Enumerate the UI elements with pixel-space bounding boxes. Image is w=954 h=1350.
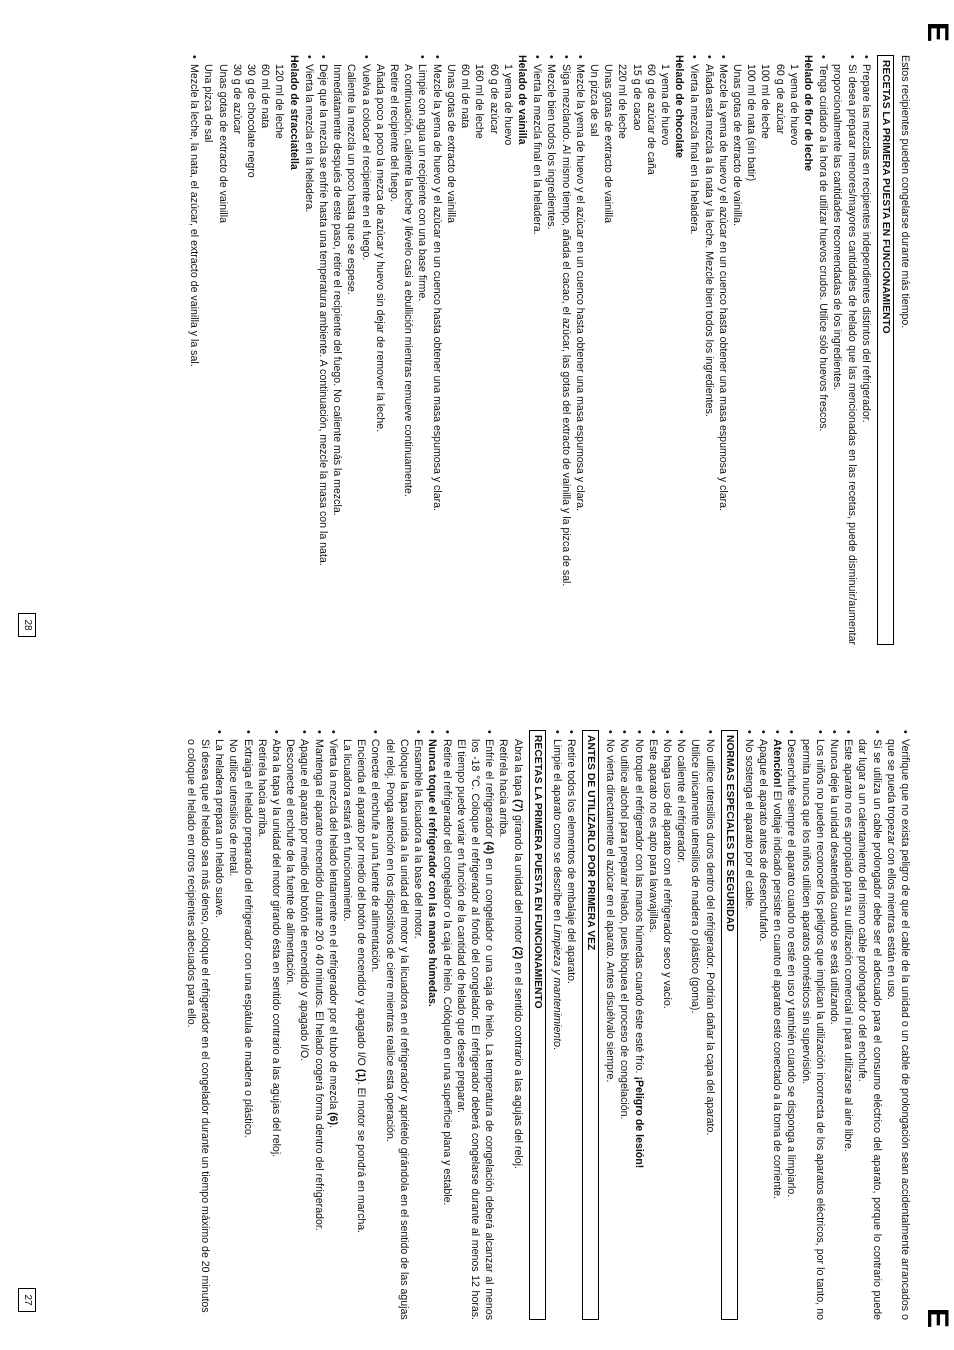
operation-list-2	[368, 730, 382, 1320]
steps-chocolate	[530, 55, 587, 645]
recipe-title-chocolate: Helado de chocolate	[673, 55, 686, 159]
list-item: • Vuelva a colocar el recipiente en el fuego.	[358, 55, 372, 645]
list-item: • Conecte el enchufe a una fuente de alimentación.	[368, 730, 382, 1320]
operation-list	[411, 730, 496, 1320]
list-item: • Apague el aparato por medio del botón de encendido y apagado I/O.	[297, 730, 311, 1320]
item-continuation: Retírela hacia arriba.	[255, 739, 268, 838]
ingredients-chocolate	[587, 55, 672, 645]
steps-stracciatella	[187, 55, 201, 645]
list-item	[425, 730, 439, 1320]
list-item: • Tenga cuidado a la hora de utilizar huevos crudos. Utilice sólo huevos frescos.	[816, 55, 830, 645]
item-continuation: Desconecte el enchufe de la fuente de alimentación.	[284, 739, 297, 986]
list-item: • Ensamble la licuadora a la base del motor.	[411, 730, 425, 1320]
item-text: Limpie el aparato como se describe en	[550, 739, 563, 924]
item-text: No toque el refrigerador con las manos húmedas cuando éste esté frío.	[632, 739, 645, 1077]
recipe-title-flor: Helado de flor de leche	[801, 55, 814, 171]
item-text: No utilice utensilios duros dentro del refrigerador. Podrían dañar la capa del aparato.	[703, 739, 716, 1136]
ingredient: 100 ml de leche	[759, 64, 772, 139]
section-heading-first-use: ANTES DE UTILIZARLO POR PRIMERA VEZ	[582, 730, 599, 1320]
list-item: • Limpie con agua un recipiente con una base firme.	[415, 55, 429, 645]
recipe-title-vainilla: Helado de vainilla	[515, 55, 528, 145]
list-item: • Siga mezclando. Al mismo tiempo, añada el cacao, el azúcar, las gotas del extracto de vainilla y la pizca de sal.	[558, 55, 572, 645]
list-item: • No vierta directamente el azúcar en el aparato. Antes disuélvalo siempre.	[603, 730, 617, 1320]
steps-vainilla-2	[358, 55, 372, 645]
list-item: • Mantenga el aparato encendido durante 20 ó 40 minutos. El helado cogerá forma dentro del refrigerador.	[311, 730, 325, 1320]
list-item	[631, 730, 645, 1320]
language-tag: E	[921, 21, 954, 42]
ingredient: 30 g de azúcar	[230, 64, 243, 135]
ingredient: Unas gotas de extracto de vainilla	[602, 64, 615, 223]
list-item: • No utilice alcohol para preparar helado, pues bloquea el proceso de congelación.	[617, 730, 631, 1320]
list-item: • Este aparato no es apto para lavavajillas.	[646, 730, 660, 1320]
item-continuation: Retírela hacia arriba.	[497, 739, 510, 838]
list-item: • Este aparato no es apropiado para su utilización comercial ni para utilizarse al aire libre.	[841, 730, 855, 1320]
text: .	[326, 1125, 339, 1129]
step-continuation: Retire el recipiente del fuego.	[388, 64, 401, 202]
text: Abra la tapa	[511, 739, 524, 800]
list-item: • Mezcle la yema de huevo y el azúcar en un cuenco hasta obtener una masa espumosa y clara.	[716, 55, 730, 645]
list-item	[326, 730, 340, 1320]
steps-flor	[687, 55, 730, 645]
injury-warning: ¡Peligro de lesión!	[632, 1076, 645, 1169]
section-heading-recipes: RECETAS LA PRIMERA PUESTA EN FUNCIONAMIENTO	[877, 55, 894, 645]
item-continuation: La licuadora estará en funcionamiento.	[341, 739, 354, 922]
item-continuation	[354, 730, 368, 1320]
ingredient: 30 g de chocolate negro	[245, 64, 258, 178]
first-use-list	[550, 730, 578, 1320]
list-item: • Vierta la mezcla final en la heladera.	[687, 55, 701, 645]
page-27	[0, 675, 954, 1350]
special-safety-list-2	[603, 730, 688, 1320]
ingredient: 160 ml de leche	[473, 64, 486, 139]
ref-number: (4)	[483, 841, 496, 855]
ingredient: 60 ml de nata	[459, 64, 472, 129]
special-safety-list	[702, 730, 716, 1320]
warning-text: El voltaje indicado persiste en cuanto el aparato esté conectado a la toma de corriente.	[771, 787, 784, 1199]
ingredient: 60 ml de nata	[259, 64, 272, 129]
ingredient: Unas gotas de extracto de vainilla	[216, 64, 229, 223]
list-item: • Prepare las mezclas en recipientes independientes distintos del refrigerador.	[859, 55, 873, 645]
general-safety-list	[742, 730, 912, 1320]
ingredient: 120 ml de leche	[273, 64, 286, 139]
list-item: • Mezcle bien todos los ingredientes.	[544, 55, 558, 645]
text: Vierta la mezcla del helado lentamente en el refrigerador por el tubo de mezcla	[326, 739, 339, 1113]
warning-label: Atención!	[771, 739, 784, 788]
ingredient: 60 g de azúcar de caña	[644, 64, 657, 175]
list-item: • Deje que la mezcla se enfríe hasta una temperatura ambiente. A continuación, mezcle la masa con la nata.	[316, 55, 330, 645]
language-tag: E	[921, 1307, 954, 1328]
ingredient: 60 g de azúcar	[487, 64, 500, 135]
list-item: • No haga uso del aparato con el refrigerador seco y vacío.	[660, 730, 674, 1320]
section-heading-operation: RECETAS LA PRIMERA PUESTA EN FUNCIONAMIENTO	[529, 730, 546, 1320]
steps-vainilla	[415, 55, 443, 645]
page-27-content	[70, 730, 912, 1320]
page-number: 28	[18, 613, 36, 637]
list-item	[770, 730, 784, 1320]
step-continuation: Inmediatamente después de este paso, retire el recipiente del fuego. No caliente más la mezcla.	[331, 64, 344, 516]
item-continuation: Coloque la tapa unida a la unidad del motor y la licuadora en el refrigerador y apriételo girándola en el sentido de las agujas del reloj. Ponga atención en los dispositivos de cierre mientras realice esta operación.	[383, 739, 410, 1320]
ingredients-flor	[730, 55, 801, 645]
page-number: 27	[18, 1288, 36, 1312]
ingredient: 15 g de cacao	[630, 64, 643, 131]
list-item: • Retire todos los elementos de embalaje del aparato.	[564, 730, 578, 1320]
step-continuation: A continuación, caliente la leche y llévelo casi a ebullición mientras remueve continuamente.	[402, 64, 415, 497]
ingredient: 1 yema de huevo	[501, 64, 514, 146]
operation-list-3	[297, 730, 340, 1320]
list-item	[702, 730, 716, 1320]
ref-number: (1)	[355, 1068, 368, 1082]
list-item: • Abra la tapa y la unidad del motor girando ésta en sentido contrario a las agujas del reloj.	[269, 730, 283, 1320]
page-28-content	[70, 55, 912, 645]
cross-reference: Limpieza y mantenimiento	[550, 923, 563, 1047]
list-item: • Vierta la mezcla final en la heladera.	[530, 55, 544, 645]
item-text-end: .	[550, 1046, 563, 1050]
text: . El motor se pondrá en marcha.	[355, 1081, 368, 1234]
ref-number: (6)	[326, 1112, 339, 1126]
text: en un congelador o una caja de hielo. La temperatura de congelación deberá alcanzar al menos los -18 °C. Coloque el refrigerador al fondo del congelador. El refrigerador deberá congelarse durante al menos 12 horas. El tiempo puede variar en función de la cantidad de helado que desee preparar.	[454, 739, 496, 1320]
text: Enfríe el refrigerador	[483, 739, 496, 842]
list-item: • Si se utiliza un cable prolongador debe ser el adecuado para el consumo eléctrico del aparato, porque lo contrario puede dar lugar a un calentamiento del mismo cable prolongador o del enchufe.	[855, 730, 883, 1320]
operation-list-4	[269, 730, 283, 1320]
ref-number: (2)	[511, 946, 524, 960]
list-item: • Nunca deje la unidad desatendida cuando se está utilizando.	[827, 730, 841, 1320]
warning-text: Nunca toque el refrigerador con las manos húmedas.	[426, 739, 439, 1007]
item-continuation: Si desea que el helado sea más denso, coloque el refrigerador en el congelador durante un tiempo máximo de 20 minutos o coloque el helado en otros recipientes adecuados para ello.	[184, 739, 212, 1313]
list-item: • Si desea preparar menores/mayores cantidades de helado que las mencionadas en las recetas, puede disminuir/aumentar proporcionalmente las cantidades recomendadas de los ingredientes.	[830, 55, 858, 645]
operation-list-6	[212, 730, 226, 1320]
item-continuation: No utilice utensilios de metal.	[227, 739, 240, 877]
ref-number: (7)	[511, 799, 524, 813]
item-continuation: Utilice únicamente utensilios de madera o plástico (goma).	[689, 739, 702, 1014]
text: girando la unidad del motor	[511, 812, 524, 947]
list-item: • Mezcle la leche, la nata, el azúcar, el extracto de vainilla y la sal.	[187, 55, 201, 645]
list-item: • Añada esta mezcla a la nata y la leche. Mezcle bien todos los ingredientes.	[701, 55, 715, 645]
ingredient: Unas gotas de extracto de vainilla	[444, 64, 457, 223]
list-item: • Desenchufe siempre el aparato cuando no esté en uso y también cuando se disponga a limpiarlo.	[784, 730, 798, 1320]
operation-intro	[510, 730, 524, 1320]
ingredient: 100 ml de nata (sin batir)	[745, 64, 758, 182]
list-item: • No sostenga el aparato por el cable.	[742, 730, 756, 1320]
list-item: • Mezcle la yema de huevo y el azúcar en un cuenco hasta obtener una masa espumosa y clara.	[430, 55, 444, 645]
list-item: • Verifique que no exista peligro de que el cable de la unidad o un cable de prolongación sean accidentalmente arrancados o que se pueda tropezar con ellos mientras están en uso.	[884, 730, 912, 1320]
ingredient: 60 g de azúcar	[773, 64, 786, 135]
list-item: • No caliente el refrigerador.	[674, 730, 688, 1320]
ingredient: Unas gotas de extracto de vainilla.	[730, 64, 743, 226]
section-heading-security: NORMAS ESPECIALES DE SEGURIDAD	[721, 730, 738, 1320]
list-item: • Vierta la mezcla en la heladera.	[302, 55, 316, 645]
text: Encienda el aparato por medio del botón de encendido y apagado I/O	[355, 739, 368, 1069]
step-continuation: Añada poco a poco la mezca de azúcar y huevo sin dejar de remover la leche.	[373, 64, 386, 433]
intro-text: Estos recipientes pueden congelarse durante más tiempo.	[899, 55, 911, 329]
text: en el sentido contrario a las agujas del reloj.	[511, 959, 524, 1169]
ingredient: Una pizca de sal	[202, 64, 215, 143]
ingredients-stracciatella	[201, 55, 286, 645]
list-item	[550, 730, 564, 1320]
list-item: • La heladera prepara un helado suave.	[212, 730, 226, 1320]
recipe-title-stracciatella: Helado de stracciatella	[287, 55, 300, 170]
list-item: • Los niños no pueden reconocer los peligros que implican la utilización incorrecta de los aparatos eléctricos, por lo tanto, no permita nunca que los niños utilicen aparatos domésticos sin supervisión.	[798, 730, 826, 1320]
list-item: • Apague el aparato antes de desenchufarlo.	[756, 730, 770, 1320]
operation-list-5	[240, 730, 254, 1320]
recipe-notes-list	[816, 55, 873, 645]
ingredients-vainilla	[444, 55, 515, 645]
list-item: • Retire el refrigerador del congelador o la caja de hielo. Colóquelo en una superficie plana y estable.	[439, 730, 453, 1320]
ingredient: 220 ml de leche	[616, 64, 629, 139]
ingredient: 1 yema de huevo	[658, 64, 671, 146]
steps-vainilla-3	[302, 55, 330, 645]
step-continuation: Caliente la mezcla un poco hasta que se espese.	[345, 64, 358, 295]
list-item: • Extraiga el helado preparado del refrigerador con una espátula de madera o plástico.	[240, 730, 254, 1320]
list-item: • Mezcle la yema de huevo y el azúcar en un cuenco hasta obtener una masa espumosa y clara.	[573, 55, 587, 645]
ingredient: Un pizca de sal	[587, 64, 600, 137]
list-item	[454, 730, 497, 1320]
ingredient: 1 yema de huevo	[787, 64, 800, 146]
